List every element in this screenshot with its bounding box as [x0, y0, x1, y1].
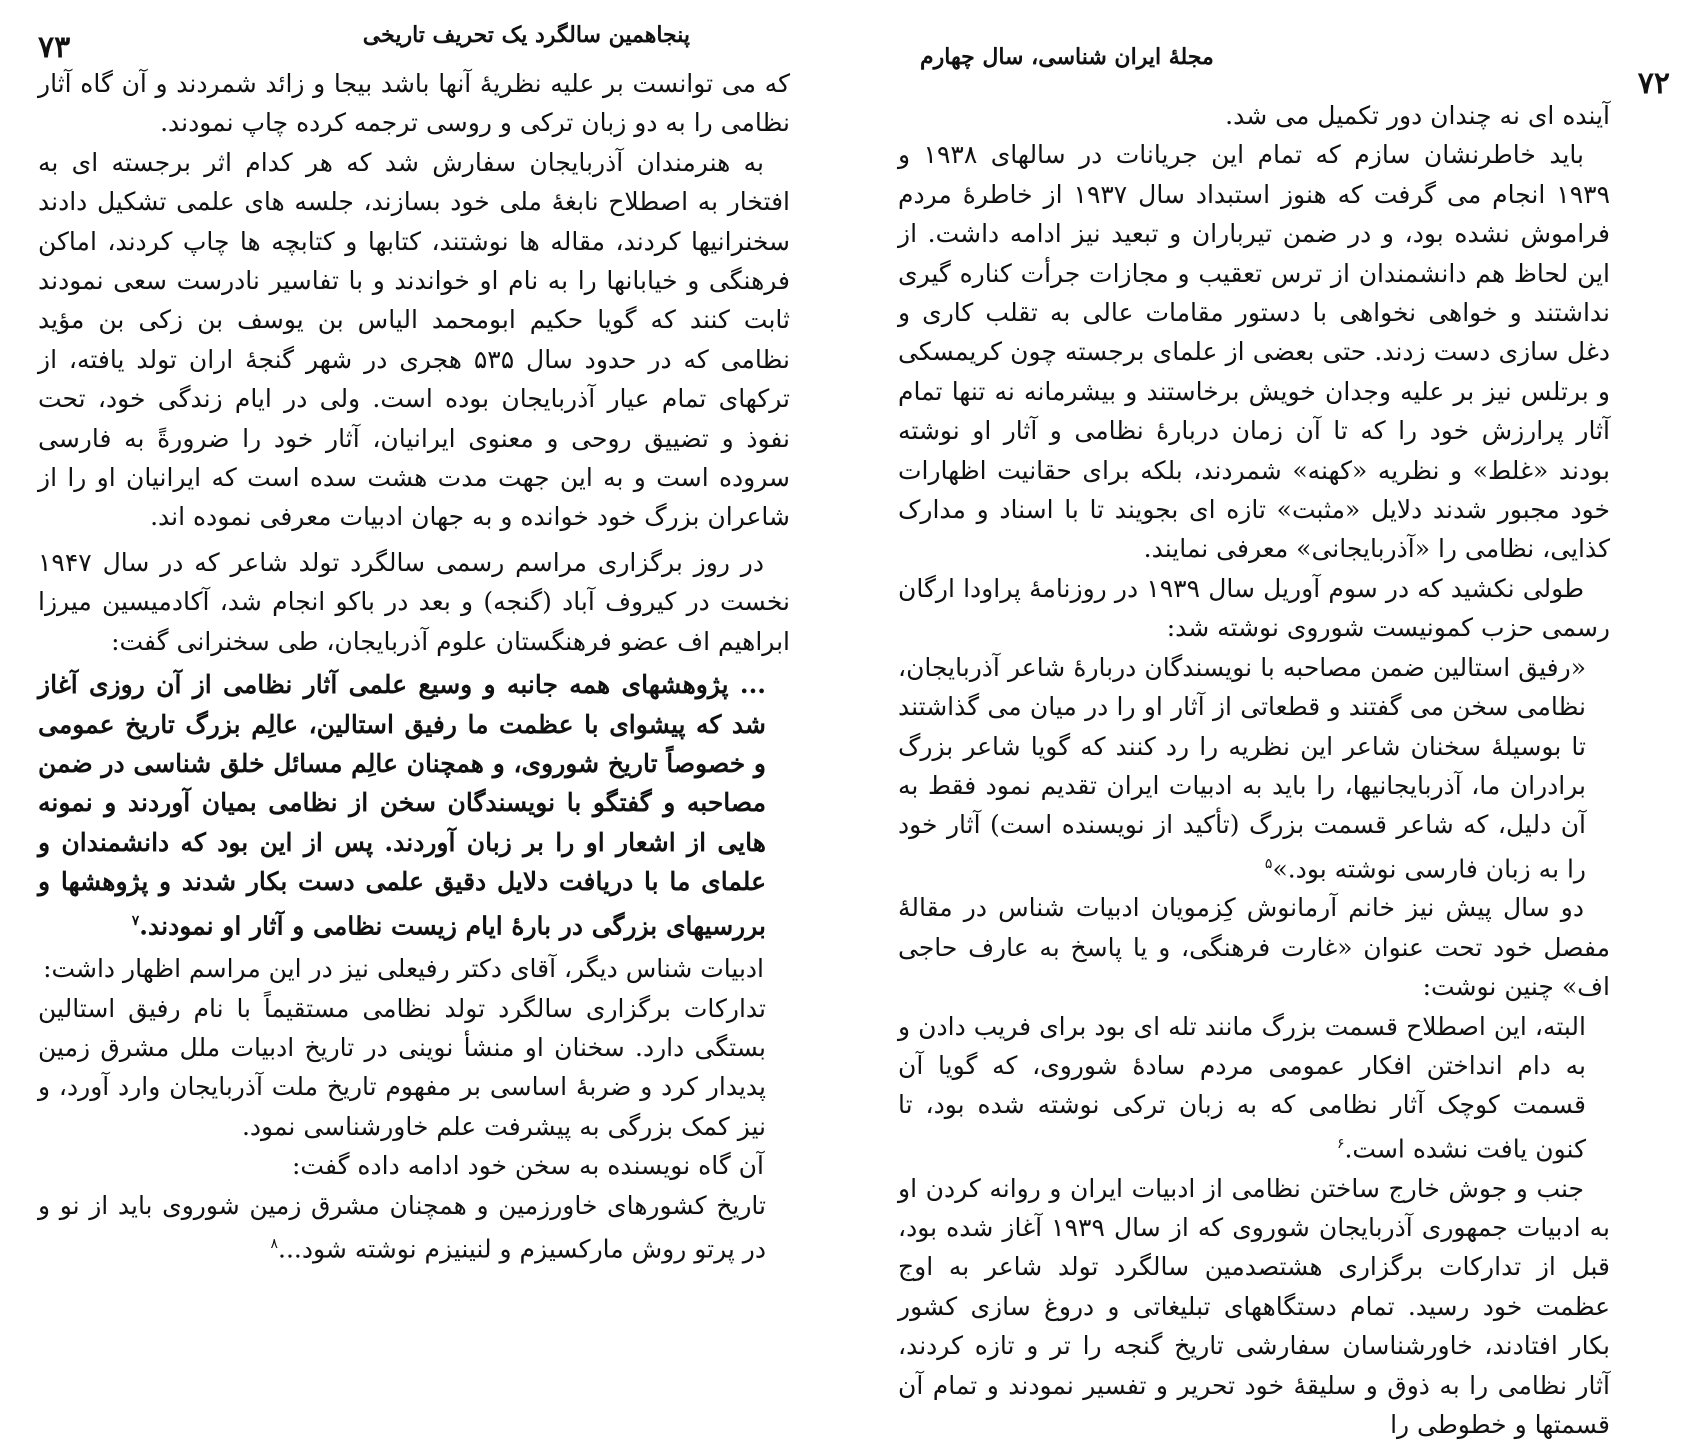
footnote-mark: ۷: [131, 912, 140, 929]
right-text-body: [898, 96, 1610, 1444]
paragraph: که می توانست بر علیه نظریهٔ آنها باشد بیجا و زائد شمردند و آن گاه آثار نظامی را به دو زبان ترکی و روسی ترجمه کرده چاپ نمودند.: [38, 69, 790, 138]
left-page: [0, 0, 850, 1324]
paragraph: آن گاه نویسنده به سخن خود ادامه داده گفت:: [291, 1151, 764, 1181]
left-text-body: [38, 64, 790, 1269]
paragraph: به هنرمندان آذربایجان سفارش شد که هر کدام اثر برجسته ای به افتخار به اصطلاح نابغهٔ ملی خود بسازند، جلسه های علمی تشکیل دادند سخنرانیها کردند، مقاله ها نوشتند، کتابها و کتابچه ها چاپ کردند، اماکن فرهنگی و خیابانها را به نام او خواندند و با تفاسیر نادرست سعی نمودند ثابت کنند که گویا حکیم ابومحمد الیاس بن یوسف بن زکی بن مؤید نظامی که در حدود سال ۵۳۵ هجری در شهر گنجهٔ اران تولد یافته، از ترکهای تمام عیار آذربایجان بوده است. ولی در ایام زندگی خود، تحت نفوذ و تضییق روحی و معنوی ایرانیان، آثار خود را ضرورةً به فارسی سروده است و به این جهت مدت هشت سده است که ایرانیان او را از شاعران بزرگ خود خوانده و به جهان ادبیات معرفی نموده اند.: [38, 147, 790, 532]
running-header: مجلهٔ ایران شناسی، سال چهارم: [920, 44, 1214, 70]
right-page: [850, 0, 1700, 1440]
quote-paragraph: تاریخ کشورهای خاورزمین و همچنان مشرق زمین شوروی باید از نو و در پرتو روش مارکسیزم و لنینیزم نوشته شود...$^۸$: [38, 1190, 766, 1264]
page-number: ۷۳: [38, 30, 71, 65]
page-number: ۷۲: [1637, 66, 1670, 101]
paragraph: دو سال پیش نیز خانم آرمانوش کِزمویان ادبیات شناس در مقالهٔ مفصل خود تحت عنوان «غارت فرهنگی، و یا پاسخ به عارف حاجی اف» چنین نوشت:: [898, 893, 1610, 1002]
quote-paragraph: ... پژوهشهای همه جانبه و وسیع علمی آثار نظامی از آن روزی آغاز شد که پیشوای با عظمت ما رفیق استالین، عالِم بزرگ تاریخ عمومی و خصوصاً تاریخ شوروی، و همچنان عالِم مسائل خلق شناسی در ضمن مصاحبه و گفتگو با نویسندگان سخن از نظامی بمیان آوردند و نمونه هایی از اشعار او را بر زبان آوردند. پس از این بود که دانشمندان و علمای ما با دریافت دلایل دقیق علمی دست بکار شدند و پژوهشها و بررسیهای بزرگی در بارهٔ ایام زیست نظامی و آثار او نمودند.$^۷$: [38, 670, 766, 940]
footnote-mark: ۵: [1264, 855, 1273, 872]
footnote-mark: ۸: [270, 1236, 279, 1253]
paragraph: باید خاطرنشان سازم که تمام این جریانات در سالهای ۱۹۳۸ و ۱۹۳۹ انجام می گرفت که هنوز استبداد سال ۱۹۳۷ از خاطرهٔ مردم فراموش نشده بود، و در ضمن تیرباران و تبعید نیز ادامه داشت. از این لحاظ هم دانشمندان از ترس تعقیب و مجازات جرأت کناره گیری نداشتند و خواهی نخواهی با دستور مقامات عالی به تقلب کاری و دغل سازی دست زدند. حتی بعضی از علمای برجسته چون کریمسکی و برتلس نیز بر علیه وجدان خویش برخاستند و بیشرمانه نه تنها تمام آثار پرارزش خود را که تا آن زمان دربارهٔ نظامی و آثار او نوشته بودند «غلط» و نظریه «کهنه» شمردند، بلکه برای حقانیت اظهارات خود مجبور شدند دلایل «مثبت» تازه ای بجویند تا با اسناد و مدارک کذایی، نظامی را «آذربایجانی» معرفی نمایند.: [898, 140, 1610, 564]
paragraph: در روز برگزاری مراسم رسمی سالگرد تولد شاعر که در سال ۱۹۴۷ نخست در کیروف آباد (گنجه) و بعد در باکو انجام شد، آکادمیسین میرزا ابراهیم اف عضو فرهنگستان علوم آذربایجان، طی سخنرانی گفت:: [38, 547, 790, 656]
paragraph: آینده ای نه چندان دور تکمیل می شد.: [1225, 101, 1610, 130]
footnote-mark: ۶: [1336, 1135, 1345, 1152]
paragraph: طولی نکشید که در سوم آوریل سال ۱۹۳۹ در روزنامهٔ پراودا ارگان رسمی حزب کمونیست شوروی نوشته شد:: [898, 573, 1610, 643]
running-header: پنجاهمین سالگرد یک تحریف تاریخی: [362, 22, 690, 48]
quote-paragraph: البته، این اصطلاح قسمت بزرگ مانند تله ای بود برای فریب دادن و به دام انداختن افکار عمومی مردم سادهٔ شوروی، که گویا آن قسمت کوچک آثار نظامی که به زبان ترکی نوشته شده بود، تا کنون یافت نشده است.$^۶$: [898, 1011, 1586, 1164]
quote-paragraph: تدارکات برگزاری سالگرد تولد نظامی مستقیماً با نام رفیق استالین بستگی دارد. سخنان او منشأ نوینی در تاریخ ادبیات ملل مشرق زمین پدیدار کرد و ضربهٔ اساسی بر مفهوم تاریخ ملت آذربایجان وارد آورد، و نیز کمک بزرگی به پیشرفت علم خاورشناسی نمود.: [38, 993, 766, 1141]
quote-paragraph: «رفیق استالین ضمن مصاحبه با نویسندگان دربارهٔ شاعر آذربایجان، نظامی سخن می گفتند و قطعاتی از آثار او را در میان می گذاشتند تا بوسیلهٔ سخنان شاعر این نظریه را رد کنند که گویا شاعر بزرگ برادران ما، آذربایجانیها، را باید به ادبیات ایران تقدیم نمود فقط به آن دلیل، که شاعر قسمت بزرگ (تأکید از نویسنده است) آثار خود را به زبان فارسی نوشته بود.»$^۵$: [898, 652, 1586, 884]
paragraph: ادبیات شناس دیگر، آقای دکتر رفیعلی نیز در این مراسم اظهار داشت:: [43, 954, 764, 984]
paragraph: جنب و جوش خارج ساختن نظامی از ادبیات ایران و روانه کردن او به ادبیات جمهوری آذربایجان شوروی که از سال ۱۹۳۹ آغاز شده بود، قبل از تدارکات برگزاری هشتصدمین سالگرد تولد شاعر به اوج عظمت خود رسید. تمام دستگاههای تبلیغاتی و دروغ سازی کشور بکار افتادند، خاورشناسان سفارشی تاریخ گنجه را تر و تازه کردند، آثار نظامی را به ذوق و سلیقهٔ خود تحریر و تفسیر نمودند و تمام آن قسمتها و خطوطی را: [898, 1173, 1610, 1440]
